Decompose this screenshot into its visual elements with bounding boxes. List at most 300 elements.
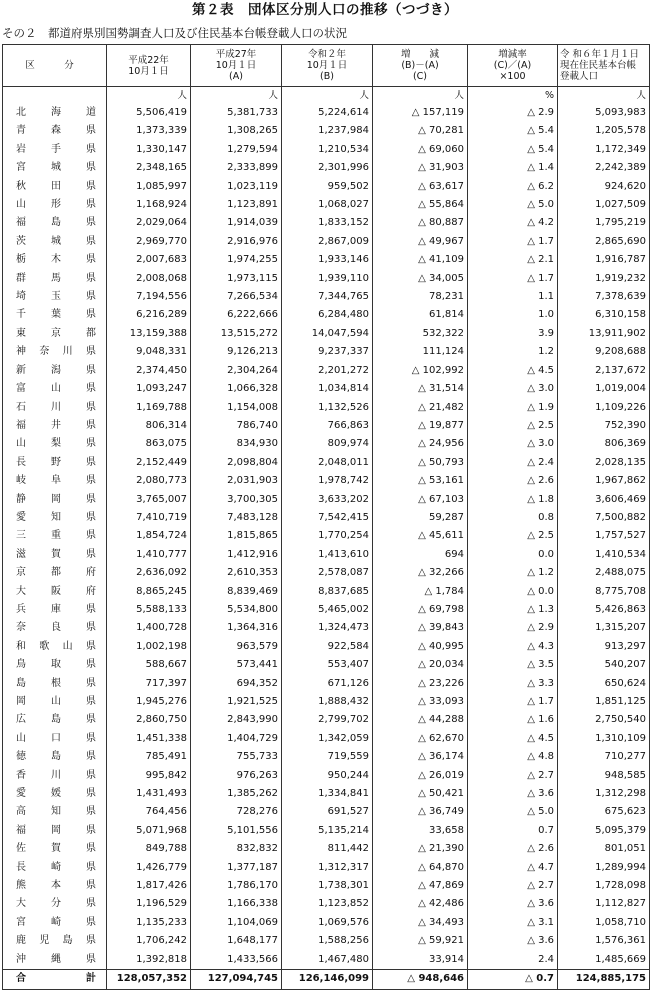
- census-r2: 1,123,852: [282, 895, 373, 913]
- census-h22: 1,002,198: [107, 638, 191, 656]
- change-value: △ 32,266: [373, 564, 468, 582]
- registry-population: 1,112,827: [558, 895, 650, 913]
- registry-population: 3,606,469: [558, 491, 650, 509]
- change-value: △ 53,161: [373, 472, 468, 490]
- census-h27: 1,364,316: [191, 619, 282, 637]
- registry-population: 948,585: [558, 767, 650, 785]
- table-row: [3, 693, 650, 711]
- census-h27: 1,914,039: [191, 214, 282, 232]
- census-h22: 2,008,068: [107, 270, 191, 288]
- registry-population: 801,051: [558, 840, 650, 858]
- census-h22: 785,491: [107, 748, 191, 766]
- registry-population: 5,093,983: [558, 104, 650, 122]
- header-h27: 平成27年 10月１日 (A): [191, 45, 282, 87]
- census-r2: 2,867,009: [282, 233, 373, 251]
- change-value: 78,231: [373, 288, 468, 306]
- prefecture-name: 岐阜県: [3, 472, 107, 490]
- change-value: △ 42,486: [373, 895, 468, 913]
- table-row: [3, 491, 650, 509]
- prefecture-name: 沖縄県: [3, 951, 107, 970]
- census-h27: 1,404,729: [191, 730, 282, 748]
- registry-population: 1,289,994: [558, 859, 650, 877]
- registry-population: 1,312,298: [558, 785, 650, 803]
- census-h22: 717,397: [107, 675, 191, 693]
- census-h22: 1,706,242: [107, 932, 191, 950]
- census-r2: 1,738,301: [282, 877, 373, 895]
- census-h22: 764,456: [107, 803, 191, 821]
- census-r2: 1,324,473: [282, 619, 373, 637]
- table-subtitle: その２ 都道府県別国勢調査人口及び住民基本台帳登載人口の状況: [2, 26, 347, 40]
- table-row: [3, 196, 650, 214]
- census-h22: 1,410,777: [107, 546, 191, 564]
- census-h27: 1,648,177: [191, 932, 282, 950]
- prefecture-name: 宮崎県: [3, 914, 107, 932]
- census-h22: 806,314: [107, 417, 191, 435]
- change-rate: △ 4.8: [468, 748, 558, 766]
- census-h22: 7,194,556: [107, 288, 191, 306]
- change-value: 33,914: [373, 951, 468, 970]
- census-h27: 1,104,069: [191, 914, 282, 932]
- registry-population: 710,277: [558, 748, 650, 766]
- registry-population: 1,058,710: [558, 914, 650, 932]
- census-h27: 1,377,187: [191, 859, 282, 877]
- prefecture-name: 広島県: [3, 711, 107, 729]
- census-r2: 922,584: [282, 638, 373, 656]
- census-h27: 755,733: [191, 748, 282, 766]
- change-value: △ 31,903: [373, 159, 468, 177]
- change-value: △ 62,670: [373, 730, 468, 748]
- change-rate: △ 2.6: [468, 472, 558, 490]
- table-row: [3, 306, 650, 324]
- change-rate: △ 4.7: [468, 859, 558, 877]
- change-value: △ 24,956: [373, 435, 468, 453]
- census-h22: 1,817,426: [107, 877, 191, 895]
- change-rate: 3.9: [468, 325, 558, 343]
- unit-cell: [3, 87, 107, 105]
- change-rate: △ 1.7: [468, 233, 558, 251]
- change-rate: 0.0: [468, 546, 558, 564]
- prefecture-name: 鹿児島県: [3, 932, 107, 950]
- census-r2: 671,126: [282, 675, 373, 693]
- census-h22: 1,373,339: [107, 122, 191, 140]
- prefecture-name: 宮城県: [3, 159, 107, 177]
- census-h22: 1,168,924: [107, 196, 191, 214]
- change-value: △ 34,493: [373, 914, 468, 932]
- table-row: [3, 859, 650, 877]
- prefecture-name: 香川県: [3, 767, 107, 785]
- census-r2: 1,933,146: [282, 251, 373, 269]
- total-row: [3, 970, 650, 989]
- census-r2: 1,770,254: [282, 527, 373, 545]
- change-value: △ 69,798: [373, 601, 468, 619]
- census-r2: 1,939,110: [282, 270, 373, 288]
- registry-population: 5,095,379: [558, 822, 650, 840]
- census-h27: 728,276: [191, 803, 282, 821]
- table-row: [3, 822, 650, 840]
- census-r2: 1,034,814: [282, 380, 373, 398]
- census-r2: 553,407: [282, 656, 373, 674]
- census-r2: 2,201,272: [282, 362, 373, 380]
- change-rate: 1.0: [468, 306, 558, 324]
- census-r2: 1,467,480: [282, 951, 373, 970]
- registry-population: 7,500,882: [558, 509, 650, 527]
- census-h27: 834,930: [191, 435, 282, 453]
- census-h27: 3,700,305: [191, 491, 282, 509]
- census-r2: 3,633,202: [282, 491, 373, 509]
- census-r2: 766,863: [282, 417, 373, 435]
- registry-population: 13,911,902: [558, 325, 650, 343]
- table-row: [3, 454, 650, 472]
- table-row: [3, 435, 650, 453]
- census-h22: 1,431,493: [107, 785, 191, 803]
- change-value: △ 20,034: [373, 656, 468, 674]
- registry-population: 1,728,098: [558, 877, 650, 895]
- census-r2: 5,224,614: [282, 104, 373, 122]
- census-h22: 1,451,338: [107, 730, 191, 748]
- census-h27: 5,101,556: [191, 822, 282, 840]
- registry-population: 2,028,135: [558, 454, 650, 472]
- change-rate: 0.7: [468, 822, 558, 840]
- table-row: [3, 601, 650, 619]
- table-row: [3, 178, 650, 196]
- prefecture-name: 佐賀県: [3, 840, 107, 858]
- unit-cell: 人: [107, 87, 191, 105]
- change-value: △ 19,877: [373, 417, 468, 435]
- census-r2: 2,578,087: [282, 564, 373, 582]
- census-h22: 849,788: [107, 840, 191, 858]
- census-h27: 1,279,594: [191, 141, 282, 159]
- census-r2: 811,442: [282, 840, 373, 858]
- registry-population: 1,795,219: [558, 214, 650, 232]
- prefecture-name: 栃木県: [3, 251, 107, 269]
- prefecture-name: 島根県: [3, 675, 107, 693]
- census-h22: 6,216,289: [107, 306, 191, 324]
- table-row: [3, 417, 650, 435]
- change-rate: △ 1.9: [468, 399, 558, 417]
- change-value: △ 47,869: [373, 877, 468, 895]
- prefecture-name: 埼玉県: [3, 288, 107, 306]
- table-row: [3, 472, 650, 490]
- change-rate: △ 1.3: [468, 601, 558, 619]
- census-h22: 2,029,064: [107, 214, 191, 232]
- census-h27: 2,843,990: [191, 711, 282, 729]
- change-rate: △ 1.7: [468, 693, 558, 711]
- change-value: △ 50,421: [373, 785, 468, 803]
- change-rate: △ 5.4: [468, 122, 558, 140]
- change-value: 532,322: [373, 325, 468, 343]
- change-value: △ 41,109: [373, 251, 468, 269]
- census-r2: 7,344,765: [282, 288, 373, 306]
- census-r2: 950,244: [282, 767, 373, 785]
- table-row: [3, 362, 650, 380]
- census-h27: 963,579: [191, 638, 282, 656]
- census-r2: 1,588,256: [282, 932, 373, 950]
- unit-cell: %: [468, 87, 558, 105]
- registry-population: 2,865,690: [558, 233, 650, 251]
- census-h22: 7,410,719: [107, 509, 191, 527]
- census-h27: 8,839,469: [191, 583, 282, 601]
- prefecture-name: 福井県: [3, 417, 107, 435]
- table-row: [3, 159, 650, 177]
- change-rate: △ 2.1: [468, 251, 558, 269]
- registry-population: 124,885,175: [558, 970, 650, 989]
- change-rate: 2.4: [468, 951, 558, 970]
- change-rate: △ 3.1: [468, 914, 558, 932]
- table-row: [3, 785, 650, 803]
- change-value: 61,814: [373, 306, 468, 324]
- header-registry: 令 和６年１月１日 現在住民基本台帳 登載人口: [558, 45, 650, 87]
- census-r2: 2,301,996: [282, 159, 373, 177]
- census-r2: 7,542,415: [282, 509, 373, 527]
- change-value: △ 59,921: [373, 932, 468, 950]
- prefecture-name: 静岡県: [3, 491, 107, 509]
- census-r2: 1,237,984: [282, 122, 373, 140]
- census-h27: 127,094,745: [191, 970, 282, 989]
- census-h22: 1,945,276: [107, 693, 191, 711]
- census-h22: 2,374,450: [107, 362, 191, 380]
- census-r2: 1,132,526: [282, 399, 373, 417]
- prefecture-name: 青森県: [3, 122, 107, 140]
- census-r2: 14,047,594: [282, 325, 373, 343]
- change-rate: △ 2.5: [468, 527, 558, 545]
- change-value: △ 64,870: [373, 859, 468, 877]
- census-h27: 1,921,525: [191, 693, 282, 711]
- census-h27: 1,123,891: [191, 196, 282, 214]
- units-row: [3, 87, 650, 105]
- registry-population: 1,027,509: [558, 196, 650, 214]
- registry-population: 1,019,004: [558, 380, 650, 398]
- registry-population: 1,916,787: [558, 251, 650, 269]
- table-row: [3, 270, 650, 288]
- table-row: [3, 748, 650, 766]
- prefecture-name: 大阪府: [3, 583, 107, 601]
- prefecture-name: 三重県: [3, 527, 107, 545]
- change-value: △ 26,019: [373, 767, 468, 785]
- census-h22: 1,400,728: [107, 619, 191, 637]
- change-value: 111,124: [373, 343, 468, 361]
- registry-population: 806,369: [558, 435, 650, 453]
- registry-population: 5,426,863: [558, 601, 650, 619]
- prefecture-name: 岩手県: [3, 141, 107, 159]
- census-h22: 5,506,419: [107, 104, 191, 122]
- census-h22: 13,159,388: [107, 325, 191, 343]
- change-value: △ 55,864: [373, 196, 468, 214]
- table-row: [3, 932, 650, 950]
- census-h27: 976,263: [191, 767, 282, 785]
- census-r2: 1,312,317: [282, 859, 373, 877]
- registry-population: 650,624: [558, 675, 650, 693]
- change-rate: △ 3.0: [468, 380, 558, 398]
- table-row: [3, 343, 650, 361]
- registry-population: 8,775,708: [558, 583, 650, 601]
- change-rate: △ 4.5: [468, 730, 558, 748]
- census-h27: 6,222,666: [191, 306, 282, 324]
- change-rate: △ 0.7: [468, 970, 558, 989]
- unit-cell: 人: [373, 87, 468, 105]
- table-row: [3, 509, 650, 527]
- table-row: [3, 711, 650, 729]
- census-h27: 1,066,328: [191, 380, 282, 398]
- census-h22: 5,071,968: [107, 822, 191, 840]
- census-h27: 2,098,804: [191, 454, 282, 472]
- table-row: [3, 840, 650, 858]
- census-h22: 1,135,233: [107, 914, 191, 932]
- census-h22: 2,636,092: [107, 564, 191, 582]
- prefecture-name: 群馬県: [3, 270, 107, 288]
- change-value: △ 70,281: [373, 122, 468, 140]
- header-row: [3, 45, 650, 87]
- header-r2: 令和２年 10月１日 (B): [282, 45, 373, 87]
- registry-population: 1,205,578: [558, 122, 650, 140]
- census-r2: 126,146,099: [282, 970, 373, 989]
- change-value: △ 21,482: [373, 399, 468, 417]
- registry-population: 2,750,540: [558, 711, 650, 729]
- change-rate: △ 2.9: [468, 104, 558, 122]
- prefecture-name: 長崎県: [3, 859, 107, 877]
- table-row: [3, 675, 650, 693]
- change-value: △ 36,749: [373, 803, 468, 821]
- registry-population: 2,137,672: [558, 362, 650, 380]
- table-row: [3, 325, 650, 343]
- change-rate: △ 2.5: [468, 417, 558, 435]
- table-row: [3, 730, 650, 748]
- change-value: △ 67,103: [373, 491, 468, 509]
- census-r2: 1,334,841: [282, 785, 373, 803]
- change-value: △ 23,226: [373, 675, 468, 693]
- table-row: [3, 233, 650, 251]
- header-rate: 増減率 (C)／(A) ×100: [468, 45, 558, 87]
- prefecture-name: 高知県: [3, 803, 107, 821]
- change-rate: △ 6.2: [468, 178, 558, 196]
- census-h27: 1,786,170: [191, 877, 282, 895]
- prefecture-name: 福島県: [3, 214, 107, 232]
- table-row: [3, 877, 650, 895]
- census-h27: 1,023,119: [191, 178, 282, 196]
- registry-population: 1,410,534: [558, 546, 650, 564]
- change-rate: △ 2.9: [468, 619, 558, 637]
- census-h27: 786,740: [191, 417, 282, 435]
- registry-population: 1,485,669: [558, 951, 650, 970]
- change-value: △ 157,119: [373, 104, 468, 122]
- prefecture-name: 石川県: [3, 399, 107, 417]
- census-r2: 1,978,742: [282, 472, 373, 490]
- change-rate: △ 2.4: [468, 454, 558, 472]
- census-r2: 1,342,059: [282, 730, 373, 748]
- prefecture-name: 山形県: [3, 196, 107, 214]
- table-row: [3, 122, 650, 140]
- change-value: △ 948,646: [373, 970, 468, 989]
- census-h27: 2,031,903: [191, 472, 282, 490]
- table-row: [3, 895, 650, 913]
- change-value: △ 49,967: [373, 233, 468, 251]
- change-value: △ 50,793: [373, 454, 468, 472]
- header-category: 区 分: [3, 45, 107, 87]
- change-value: △ 102,992: [373, 362, 468, 380]
- change-value: △ 63,617: [373, 178, 468, 196]
- census-r2: 2,799,702: [282, 711, 373, 729]
- prefecture-name: 愛媛県: [3, 785, 107, 803]
- census-h22: 128,057,352: [107, 970, 191, 989]
- census-h27: 7,266,534: [191, 288, 282, 306]
- change-rate: △ 1.7: [468, 270, 558, 288]
- change-rate: △ 2.7: [468, 877, 558, 895]
- table-row: [3, 399, 650, 417]
- change-value: △ 1,784: [373, 583, 468, 601]
- registry-population: 9,208,688: [558, 343, 650, 361]
- prefecture-name: 北海道: [3, 104, 107, 122]
- registry-population: 1,919,232: [558, 270, 650, 288]
- census-r2: 5,135,214: [282, 822, 373, 840]
- prefecture-name: 合計: [3, 970, 107, 989]
- prefecture-name: 新潟県: [3, 362, 107, 380]
- change-rate: 0.8: [468, 509, 558, 527]
- unit-cell: 人: [558, 87, 650, 105]
- census-r2: 1,069,576: [282, 914, 373, 932]
- census-h27: 1,385,262: [191, 785, 282, 803]
- table-row: [3, 546, 650, 564]
- change-rate: △ 3.6: [468, 785, 558, 803]
- census-h27: 1,412,916: [191, 546, 282, 564]
- census-h22: 8,865,245: [107, 583, 191, 601]
- prefecture-name: 和歌山県: [3, 638, 107, 656]
- table-row: [3, 914, 650, 932]
- change-value: △ 36,174: [373, 748, 468, 766]
- census-h27: 2,304,264: [191, 362, 282, 380]
- census-h22: 1,392,818: [107, 951, 191, 970]
- change-rate: △ 4.2: [468, 214, 558, 232]
- change-value: △ 33,093: [373, 693, 468, 711]
- registry-population: 924,620: [558, 178, 650, 196]
- census-h27: 1,433,566: [191, 951, 282, 970]
- census-h27: 1,974,255: [191, 251, 282, 269]
- census-h22: 1,330,147: [107, 141, 191, 159]
- census-h22: 2,860,750: [107, 711, 191, 729]
- census-r2: 719,559: [282, 748, 373, 766]
- census-h27: 7,483,128: [191, 509, 282, 527]
- prefecture-name: 神奈川県: [3, 343, 107, 361]
- census-h27: 1,308,265: [191, 122, 282, 140]
- census-h22: 1,169,788: [107, 399, 191, 417]
- change-value: 694: [373, 546, 468, 564]
- change-rate: 1.2: [468, 343, 558, 361]
- registry-population: 1,310,109: [558, 730, 650, 748]
- census-h22: 5,588,133: [107, 601, 191, 619]
- prefecture-name: 茨城県: [3, 233, 107, 251]
- change-rate: △ 3.6: [468, 932, 558, 950]
- prefecture-name: 長野県: [3, 454, 107, 472]
- census-h27: 694,352: [191, 675, 282, 693]
- registry-population: 7,378,639: [558, 288, 650, 306]
- prefecture-name: 徳島県: [3, 748, 107, 766]
- change-value: △ 34,005: [373, 270, 468, 288]
- change-rate: △ 5.4: [468, 141, 558, 159]
- change-value: △ 80,887: [373, 214, 468, 232]
- change-rate: △ 4.3: [468, 638, 558, 656]
- change-rate: △ 3.5: [468, 656, 558, 674]
- census-r2: 1,833,152: [282, 214, 373, 232]
- table-row: [3, 767, 650, 785]
- census-h27: 832,832: [191, 840, 282, 858]
- census-h27: 2,610,353: [191, 564, 282, 582]
- prefecture-name: 千葉県: [3, 306, 107, 324]
- census-h27: 5,534,800: [191, 601, 282, 619]
- change-rate: △ 5.0: [468, 196, 558, 214]
- registry-population: 1,576,361: [558, 932, 650, 950]
- census-h27: 9,126,213: [191, 343, 282, 361]
- change-value: 59,287: [373, 509, 468, 527]
- change-value: △ 44,288: [373, 711, 468, 729]
- registry-population: 1,109,226: [558, 399, 650, 417]
